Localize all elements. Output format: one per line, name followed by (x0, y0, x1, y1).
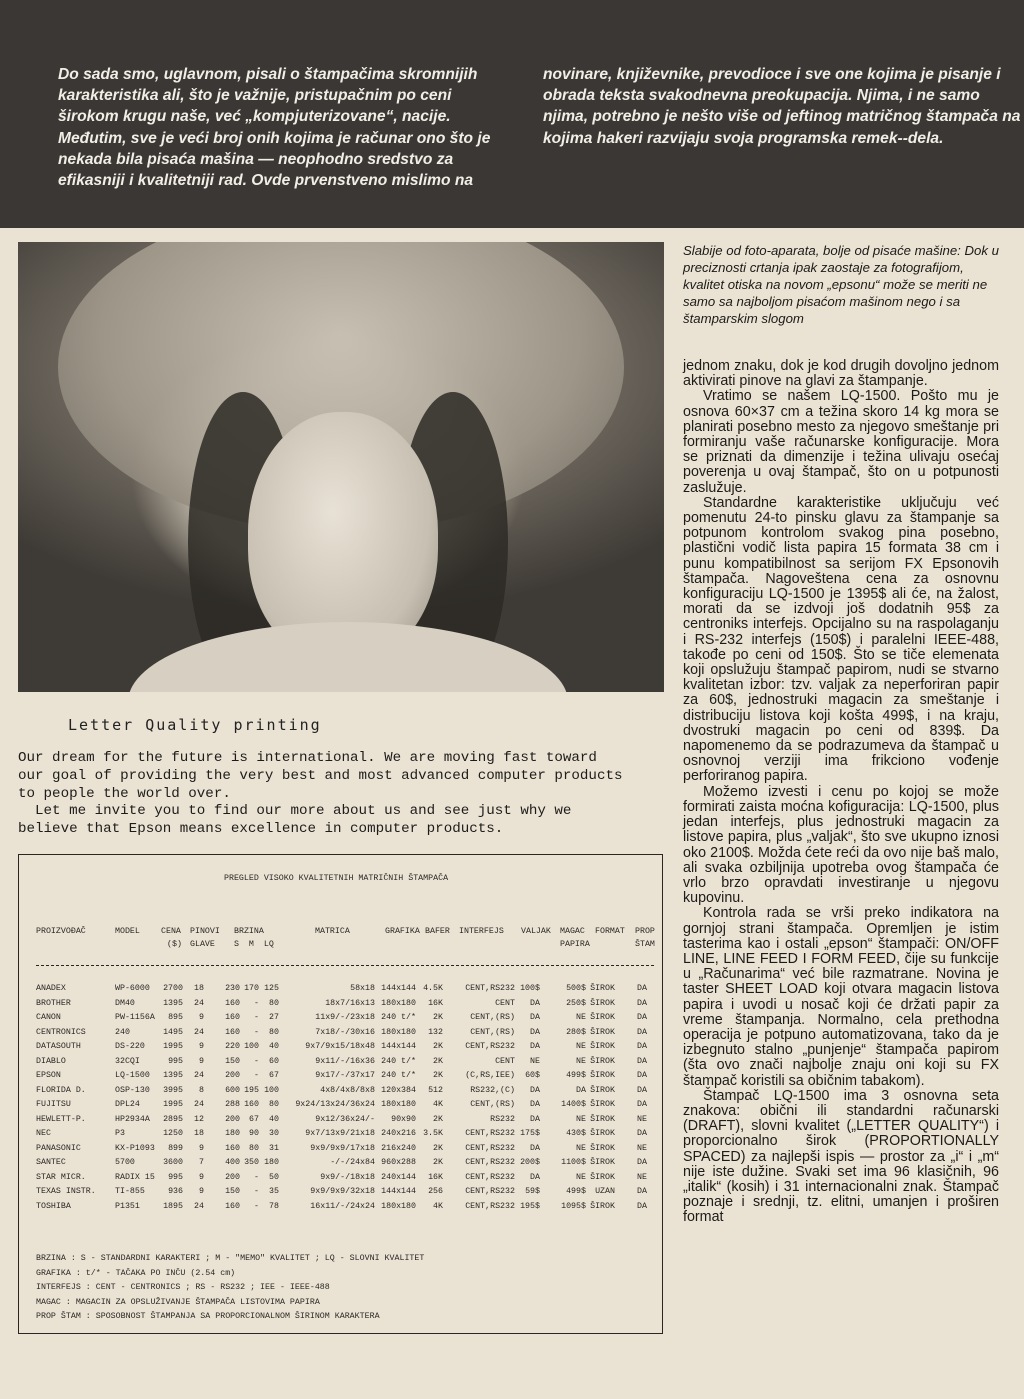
col-header-model: MODEL (115, 927, 140, 936)
cell-interfejs: CENT,RS232 (465, 1143, 515, 1153)
cell-valjak: DA (530, 1042, 540, 1051)
cell-model: HP2934A (115, 1114, 150, 1124)
cell-matrica: 9x11/-/16x36 (315, 1056, 375, 1066)
cell-brzina-lq: 30 (269, 1129, 279, 1138)
col-header-prop: PROP ŠTAM (635, 927, 655, 949)
cell-brzina-s: 400 (225, 1158, 240, 1167)
cell-model: P3 (115, 1129, 125, 1138)
table-title: PREGLED VISOKO KVALITETNIH MATRIČNIH ŠTAMPAČA (224, 874, 449, 883)
cell-matrica: 9x7/9x15/18x48 (305, 1042, 375, 1051)
cell-brzina-s: 180 (225, 1129, 240, 1138)
cell-proizvodjac: TEXAS INSTR. (36, 1187, 96, 1196)
cell-cena: 995 (168, 1172, 183, 1182)
article-paragraph: Vratimo se našem LQ-1500. Pošto mu je osnova 60×37 cm a težina skoro 14 kg mora se planirati posebno mesto za njegovo smeštanje pri formiranju vaše računarske konfiguracije. Mora se priznati da dimenzije i težina ulivaju osećaj poverenja u ovaj štampač, što on u potpunosti zaslužuje. (683, 388, 999, 496)
cell-valjak: 60$ (525, 1071, 540, 1080)
cell-cena: 995 (168, 1056, 183, 1066)
cell-grafika: 90x90 (391, 1114, 416, 1124)
cell-magac: 1100$ (561, 1158, 586, 1167)
cell-cena: 895 (168, 1013, 183, 1022)
intro-text-left: Do sada smo, uglavnom, pisali o štampačima skromnijih karakteristika ali, što je važnije, pristupačnim po ceni širokom krugu naše, već „kompjuterizovane“, nacije. Međutim, sve je veći broj onih kojima je računar ono što je nekada bila pisaća mašina — neophodno sredstvo za efikasniji i kvalitetniji rad. Ovde prvenstveno mislimo na (58, 66, 491, 190)
cell-brzina-lq: 40 (269, 1042, 279, 1051)
cell-bafer: 4K (433, 1201, 443, 1211)
cell-proizvodjac: BROTHER (36, 998, 71, 1008)
cell-brzina-m: 170 (244, 984, 259, 993)
table-row (19, 1158, 662, 1173)
article-body-column (683, 359, 999, 1226)
cell-grafika: 180x180 (381, 998, 416, 1008)
cell-bafer: 3.5K (423, 1129, 443, 1138)
cell-bafer: 2K (433, 1056, 443, 1066)
cell-model: P1351 (115, 1201, 140, 1211)
cell-matrica: 9x9/9x9/17x18 (310, 1143, 375, 1153)
cell-proizvodjac: EPSON (36, 1071, 61, 1080)
cell-grafika: 240 t/* (381, 1056, 416, 1066)
table-row (19, 1129, 662, 1144)
cell-valjak: DA (530, 1172, 540, 1182)
cell-cena: 1495 (163, 1027, 183, 1037)
cell-pinovi: 9 (199, 1056, 204, 1066)
col-header-matrica: MATRICA (315, 927, 350, 936)
cell-bafer: 16K (428, 1172, 443, 1182)
printer-comparison-table (18, 854, 663, 1334)
cell-model: OSP-130 (115, 1085, 150, 1095)
cell-valjak: DA (530, 1085, 540, 1095)
cell-valjak: 175$ (520, 1129, 540, 1138)
cell-bafer: 16K (428, 998, 443, 1008)
cell-cena: 1250 (163, 1129, 183, 1138)
col-header-format: FORMAT (595, 927, 625, 936)
cell-pinovi: 8 (199, 1085, 204, 1095)
cell-bafer: 4.5K (423, 984, 443, 993)
cell-prop: DA (637, 1158, 647, 1167)
cell-format: ŠIROK (590, 1013, 615, 1022)
cell-brzina-m: - (254, 1187, 259, 1196)
cell-magac: 499$ (566, 1071, 586, 1080)
col-header-brzina: BRZINA S M LQ (234, 927, 274, 949)
cell-prop: DA (637, 1187, 647, 1196)
cell-proizvodjac: TOSHIBA (36, 1201, 71, 1211)
printed-portrait-photo (18, 242, 664, 692)
cell-brzina-m: - (254, 1071, 259, 1080)
cell-format: ŠIROK (590, 1114, 615, 1124)
cell-magac: NE (576, 1013, 586, 1022)
cell-model: RADIX 15 (115, 1172, 155, 1182)
cell-brzina-m: 80 (249, 1143, 259, 1153)
cell-cena: 1895 (163, 1201, 183, 1211)
cell-prop: DA (637, 1085, 647, 1095)
cell-brzina-lq: 80 (269, 1100, 279, 1109)
cell-prop: DA (637, 1013, 647, 1022)
cell-magac: 500$ (566, 984, 586, 993)
cell-grafika: 180x180 (381, 1100, 416, 1109)
cell-prop: DA (637, 1100, 647, 1109)
cell-brzina-s: 230 (225, 984, 240, 993)
legend-line: BRZINA : S - STANDARDNI KARAKTERI ; M - "MEMO" KVALITET ; LQ - SLOVNI KVALITET (36, 1254, 425, 1263)
cell-brzina-s: 160 (225, 998, 240, 1008)
cell-brzina-lq: 40 (269, 1114, 279, 1124)
cell-matrica: 9x9/9x9/32x18 (310, 1187, 375, 1196)
cell-bafer: 2K (433, 1114, 443, 1124)
cell-brzina-s: 160 (225, 1027, 240, 1037)
cell-matrica: 9x24/13x24/36x24 (295, 1100, 375, 1109)
article-paragraph: Štampač LQ-1500 ima 3 osnovna seta znakova: obični ili standardni računarski (DRAFT), slovni kvalitet („LETTER QUALITY“) i proporcionalno širok (PROPORTIONALLY SPACED) za najlepši ispis — prostor za „i“ i „m“ nije iste dužine. Svaki set ima 96 klasičnih, 96 „italik“ (kosih) i 31 internacionalni znak. Štampač poznaje i srednji, tz. elitni, umanjen i proširen format (683, 1087, 999, 1226)
cell-brzina-lq: 60 (269, 1056, 279, 1066)
table-row (19, 1071, 662, 1086)
col-header-bafer: BAFER (425, 927, 450, 936)
cell-grafika: 120x384 (381, 1085, 416, 1095)
cell-interfejs: CENT,RS232 (465, 1129, 515, 1138)
cell-prop: DA (637, 1056, 647, 1066)
cell-prop: NE (637, 1172, 647, 1182)
cell-cena: 1995 (163, 1042, 183, 1051)
cell-bafer: 132 (428, 1027, 443, 1037)
cell-prop: NE (637, 1143, 647, 1153)
cell-grafika: 240x216 (381, 1129, 416, 1138)
cell-prop: DA (637, 1027, 647, 1037)
cell-interfejs: RS232,(C) (470, 1085, 515, 1095)
cell-proizvodjac: FLORIDA D. (36, 1085, 86, 1095)
cell-model: LQ-1500 (115, 1071, 150, 1080)
article-paragraph: Standardne karakteristike uključuju već pomenutu 24-to pinsku glavu za štampanje sa potpunom kontrolom svakog pina posebno, plastični vodič lista papira 15 formata 38 cm i punu kompatibilnost sa serijom FX Epsonovih štampača. Nagoveštena cena za osnovnu konfiguraciju LQ-1500 je 1395$ ali će, na žalost, morati da se izdvoji još dodatnih 95$ za centroniks interfejs. Opcijalno su na raspolaganju i RS-232 interfejs (150$) i paralelni IEEE-488, takođe po ceni od 150$. Što se tiče elemenata koji opslužuju štampač papirom, nudi se stvarno kvalitetan izbor: tzv. valjak za neperforiran papir za 60$, jednostruki magacin za smeštanje i distribuciju listova koji košta 499$, i na kraju, dvostruki magacin po ceni od 839$. Da napomenemo da se podrazumeva da štampač u osnovnoj verziji ima frikciono vođenje perforiranog papira. (683, 494, 999, 785)
legend-line: MAGAC : MAGACIN ZA OPSLUŽIVANJE ŠTAMPAČA LISTOVIMA PAPIRA (36, 1297, 320, 1307)
cell-interfejs: CENT,(RS) (470, 1013, 515, 1022)
cell-brzina-lq: 50 (269, 1172, 279, 1182)
cell-interfejs: CENT,RS232 (465, 1172, 515, 1182)
table-row (19, 1173, 662, 1188)
cell-proizvodjac: DIABLO (36, 1056, 66, 1066)
cell-grafika: 240 t/* (381, 1071, 416, 1080)
cell-interfejs: CENT (495, 1056, 515, 1066)
cell-brzina-m: - (254, 1056, 259, 1066)
cell-model: DS-220 (115, 1042, 145, 1051)
cell-pinovi: 12 (194, 1114, 204, 1124)
cell-brzina-m: 195 (244, 1085, 259, 1095)
cell-interfejs: CENT,RS232 (465, 984, 515, 993)
cell-brzina-m: - (254, 1201, 259, 1211)
cell-valjak: DA (530, 998, 540, 1008)
cell-pinovi: 24 (194, 1100, 204, 1109)
cell-matrica: 16x11/-/24x24 (310, 1201, 375, 1211)
cell-brzina-s: 200 (225, 1172, 240, 1182)
cell-valjak: NE (530, 1056, 540, 1066)
cell-pinovi: 7 (199, 1158, 204, 1167)
cell-pinovi: 24 (194, 1201, 204, 1211)
cell-prop: DA (637, 984, 647, 993)
cell-bafer: 512 (428, 1085, 443, 1095)
cell-prop: DA (637, 1129, 647, 1138)
cell-matrica: 9x7/13x9/21x18 (305, 1129, 375, 1138)
table-row (19, 1187, 662, 1202)
cell-proizvodjac: PANASONIC (36, 1143, 81, 1153)
article-paragraph: Možemo izvesti i cenu po kojoj se može formirati zaista moćna kofiguracija: LQ-1500, plus jedan interfejs, plus jednostruki magacin za listove papira, plus „valjak“, što sve ukupno iznosi oko 2100$. Možda ćete reći da ovo nije baš malo, ali svaka ozbiljnija upotreba ovog štampača će vrlo brzo opravdati investiranje u njegovu kupovinu. (683, 783, 999, 907)
cell-model: DPL24 (115, 1100, 140, 1109)
print-sample-line: Let me invite you to find our more about us and see just why we (18, 803, 572, 820)
cell-magac: 430$ (566, 1129, 586, 1138)
cell-pinovi: 24 (194, 1027, 204, 1037)
print-sample-line: believe that Epson means excellence in computer products. (18, 821, 504, 838)
table-row (19, 1100, 662, 1115)
cell-model: KX-P1093 (115, 1143, 155, 1153)
cell-magac: 250$ (566, 998, 586, 1008)
col-header-proizvodjac: PROIZVOĐAČ (36, 927, 86, 936)
cell-brzina-m: - (254, 1172, 259, 1182)
cell-brzina-lq: 80 (269, 1027, 279, 1037)
table-body (19, 984, 662, 1216)
cell-brzina-m: 160 (244, 1100, 259, 1109)
cell-bafer: 256 (428, 1187, 443, 1196)
table-row (19, 1086, 662, 1101)
cell-proizvodjac: ANADEX (36, 984, 66, 993)
cell-matrica: -/-/24x84 (330, 1158, 375, 1167)
cell-proizvodjac: CANON (36, 1013, 61, 1022)
cell-brzina-m: 100 (244, 1042, 259, 1051)
photo-caption: Slabije od foto-aparata, bolje od pisaće mašine: Dok u preciznosti crtanja ipak zaostaje za fotografijom, kvalitet otiska na novom „epsonu“ može se meriti ne samo sa najboljom pisaćom mašinom nego i sa štamparskim slogom (683, 243, 999, 326)
cell-interfejs: RS232 (490, 1114, 515, 1124)
cell-proizvodjac: NEC (36, 1129, 51, 1138)
cell-prop: NE (637, 1114, 647, 1124)
cell-cena: 1395 (163, 1071, 183, 1080)
cell-brzina-s: 220 (225, 1042, 240, 1051)
cell-pinovi: 9 (199, 1042, 204, 1051)
cell-cena: 2700 (163, 984, 183, 993)
legend-line: INTERFEJS : CENT - CENTRONICS ; RS - RS232 ; IEE - IEEE-488 (36, 1283, 330, 1292)
cell-format: ŠIROK (590, 1143, 615, 1153)
cell-pinovi: 18 (194, 1129, 204, 1138)
cell-brzina-lq: 31 (269, 1143, 279, 1153)
cell-interfejs: CENT,RS232 (465, 1042, 515, 1051)
col-header-interfejs: INTERFEJS (459, 927, 504, 936)
cell-grafika: 960x288 (381, 1158, 416, 1167)
table-row (19, 984, 662, 999)
cell-proizvodjac: FUJITSU (36, 1100, 71, 1109)
cell-matrica: 9x9/-/18x18 (320, 1172, 375, 1182)
cell-brzina-s: 160 (225, 1013, 240, 1022)
cell-proizvodjac: CENTRONICS (36, 1027, 86, 1037)
table-divider (36, 965, 654, 966)
cell-prop: DA (637, 1201, 647, 1211)
cell-cena: 1395 (163, 998, 183, 1008)
cell-cena: 1995 (163, 1100, 183, 1109)
cell-pinovi: 9 (199, 1187, 204, 1196)
cell-interfejs: CENT,RS232 (465, 1201, 515, 1211)
cell-valjak: DA (530, 1114, 540, 1124)
cell-format: ŠIROK (590, 1042, 615, 1051)
col-header-grafika: GRAFIKA (385, 927, 420, 936)
cell-brzina-lq: 35 (269, 1187, 279, 1196)
cell-valjak: 59$ (525, 1187, 540, 1196)
cell-cena: 2895 (163, 1114, 183, 1124)
cell-format: ŠIROK (590, 1056, 615, 1066)
cell-grafika: 240 t/* (381, 1013, 416, 1022)
cell-bafer: 2K (433, 1143, 443, 1153)
cell-valjak: DA (530, 1013, 540, 1022)
cell-model: TI-855 (115, 1187, 145, 1196)
table-row (19, 999, 662, 1014)
cell-matrica: 9x12/36x24/- (315, 1114, 375, 1124)
cell-brzina-lq: 27 (269, 1013, 279, 1022)
cell-brzina-lq: 67 (269, 1071, 279, 1080)
legend-line: GRAFIKA : t/* - TAČAKA PO INČU (2.54 cm) (36, 1268, 236, 1278)
cell-brzina-m: - (254, 1013, 259, 1022)
cell-brzina-m: 90 (249, 1129, 259, 1138)
cell-magac: 1400$ (561, 1100, 586, 1109)
cell-matrica: 7x18/-/30x16 (315, 1027, 375, 1037)
cell-magac: 1095$ (561, 1201, 586, 1211)
cell-bafer: 2K (433, 1042, 443, 1051)
cell-matrica: 9x17/-/37x17 (315, 1071, 375, 1080)
col-header-magac: MAGAC PAPIRA (560, 927, 590, 949)
cell-interfejs: CENT,RS232 (465, 1187, 515, 1196)
cell-brzina-lq: 180 (264, 1158, 279, 1167)
cell-valjak: 200$ (520, 1158, 540, 1167)
cell-pinovi: 9 (199, 1013, 204, 1022)
cell-brzina-lq: 80 (269, 998, 279, 1008)
cell-magac: 499$ (566, 1187, 586, 1196)
cell-brzina-m: - (254, 1027, 259, 1037)
cell-pinovi: 18 (194, 984, 204, 993)
print-sample-title: Letter Quality printing (68, 716, 322, 734)
cell-pinovi: 24 (194, 998, 204, 1008)
table-row (19, 1202, 662, 1217)
article-paragraph: Kontrola rada se vrši preko indikatora na gornjoj strani štampača. Opremljen je istim tasterima kao i ostali „epson“ štampači: ON/OFF LINE, LINE FEED I FORM FEED, čije su funkcije u „Računarima“ već bile razmatrane. Novina je taster SHEET LOAD koji otvara magacin listova papira i uvodi u nosač koji će držati papir za vreme štampanja. Normalno, cela prethodna operacija je potpuno automatizovana, tako da je izbegnuto stalno „punjenje“ štampača papirom (šta ovo znači najbolje znaju oni koji su FX štampač koristili sa običnim tabakom). (683, 905, 999, 1089)
cell-grafika: 180x180 (381, 1201, 416, 1211)
cell-proizvodjac: STAR MICR. (36, 1172, 86, 1182)
cell-interfejs: CENT,(RS) (470, 1027, 515, 1037)
cell-prop: DA (637, 1042, 647, 1051)
print-sample-text (18, 750, 668, 839)
cell-matrica: 58x18 (350, 984, 375, 993)
cell-model: 5700 (115, 1158, 135, 1167)
cell-magac: DA (576, 1085, 586, 1095)
cell-model: PW-1156A (115, 1013, 155, 1022)
print-sample-line: Our dream for the future is international. We are moving fast toward (18, 750, 597, 766)
cell-format: ŠIROK (590, 1158, 615, 1167)
table-row (19, 1028, 662, 1043)
cell-bafer: 2K (433, 1071, 443, 1080)
cell-format: ŠIROK (590, 1129, 615, 1138)
table-row (19, 1115, 662, 1130)
cell-pinovi: 24 (194, 1071, 204, 1080)
table-row (19, 1144, 662, 1159)
cell-format: ŠIROK (590, 1201, 615, 1211)
cell-format: ŠIROK (590, 1071, 615, 1080)
cell-model: WP-6000 (115, 984, 150, 993)
cell-brzina-s: 200 (225, 1071, 240, 1080)
print-sample-line: to people the world over. (18, 785, 231, 802)
cell-brzina-s: 150 (225, 1187, 240, 1196)
cell-magac: NE (576, 1056, 586, 1066)
cell-bafer: 4K (433, 1100, 443, 1109)
cell-interfejs: (C,RS,IEE) (465, 1071, 515, 1080)
cell-magac: NE (576, 1143, 586, 1153)
cell-brzina-s: 160 (225, 1143, 240, 1153)
portrait-shoulders (128, 622, 568, 692)
cell-matrica: 18x7/16x13 (325, 998, 375, 1008)
cell-proizvodjac: SANTEC (36, 1158, 66, 1167)
cell-brzina-m: 350 (244, 1158, 259, 1167)
cell-brzina-lq: 100 (264, 1085, 279, 1095)
cell-magac: NE (576, 1114, 586, 1124)
cell-prop: DA (637, 1071, 647, 1080)
cell-format: ŠIROK (590, 984, 615, 993)
cell-format: ŠIROK (590, 1085, 615, 1095)
cell-grafika: 240x144 (381, 1172, 416, 1182)
cell-magac: 280$ (566, 1027, 586, 1037)
cell-bafer: 2K (433, 1013, 443, 1022)
cell-valjak: DA (530, 1100, 540, 1109)
cell-format: ŠIROK (590, 1100, 615, 1109)
cell-model: 240 (115, 1027, 130, 1037)
cell-brzina-s: 288 (225, 1100, 240, 1109)
cell-grafika: 144x144 (381, 1042, 416, 1051)
cell-interfejs: CENT,(RS) (470, 1100, 515, 1109)
table-row (19, 1042, 662, 1057)
cell-magac: NE (576, 1042, 586, 1051)
legend-line: PROP ŠTAM : SPOSOBNOST ŠTAMPANJA SA PROPORCIONALNOM ŠIRINOM KARAKTERA (36, 1312, 380, 1321)
cell-model: 32CQI (115, 1056, 140, 1066)
cell-grafika: 216x240 (381, 1143, 416, 1153)
cell-brzina-m: - (254, 998, 259, 1008)
cell-brzina-m: 67 (249, 1114, 259, 1124)
cell-valjak: DA (530, 1027, 540, 1037)
cell-brzina-lq: 78 (269, 1201, 279, 1211)
cell-brzina-s: 600 (225, 1085, 240, 1095)
cell-grafika: 144x144 (381, 1187, 416, 1196)
cell-brzina-s: 200 (225, 1114, 240, 1124)
cell-format: ŠIROK (590, 1027, 615, 1037)
cell-pinovi: 9 (199, 1143, 204, 1153)
cell-cena: 899 (168, 1143, 183, 1153)
cell-format: ŠIROK (590, 998, 615, 1008)
intro-text-right: novinare, književnike, prevodioce i sve one kojima je pisanje i obrada teksta svakodnevna preokupacija. Njima, i ne samo njima, potrebno je nešto više od jeftinog matričnog štampača na kojima hakeri razvijaju svoja programska remek--dela. (543, 66, 1021, 147)
cell-cena: 3600 (163, 1158, 183, 1167)
cell-valjak: 100$ (520, 984, 540, 993)
cell-magac: NE (576, 1172, 586, 1182)
cell-grafika: 180x180 (381, 1027, 416, 1037)
cell-brzina-s: 160 (225, 1201, 240, 1211)
cell-model: DM40 (115, 998, 135, 1008)
cell-proizvodjac: HEWLETT-P. (36, 1114, 86, 1124)
cell-proizvodjac: DATASOUTH (36, 1042, 81, 1051)
cell-interfejs: CENT (495, 998, 515, 1008)
col-header-pinovi: PINOVI GLAVE (190, 927, 220, 949)
cell-matrica: 11x9/-/23x18 (315, 1013, 375, 1022)
cell-interfejs: CENT,RS232 (465, 1158, 515, 1167)
table-legend (36, 1252, 424, 1325)
cell-matrica: 4x8/4x8/8x8 (320, 1085, 375, 1095)
cell-cena: 3995 (163, 1085, 183, 1095)
cell-brzina-lq: 125 (264, 984, 279, 993)
cell-valjak: 195$ (520, 1201, 540, 1211)
col-header-cena: CENA ($) (161, 927, 182, 949)
cell-bafer: 2K (433, 1158, 443, 1167)
table-row (19, 1013, 662, 1028)
col-header-valjak: VALJAK (521, 927, 551, 936)
print-sample-line: our goal of providing the very best and most advanced computer products (18, 767, 623, 784)
cell-pinovi: 9 (199, 1172, 204, 1182)
cell-cena: 936 (168, 1187, 183, 1196)
cell-format: ŠIROK (590, 1172, 615, 1182)
table-row (19, 1057, 662, 1072)
cell-valjak: DA (530, 1143, 540, 1153)
cell-grafika: 144x144 (381, 984, 416, 993)
article-paragraph: jednom znaku, dok je kod drugih dovoljno jednom aktivirati pinove na glavi za štampanje. (683, 358, 999, 390)
cell-format: UZAN (595, 1187, 615, 1196)
cell-brzina-s: 150 (225, 1056, 240, 1066)
cell-prop: DA (637, 998, 647, 1008)
